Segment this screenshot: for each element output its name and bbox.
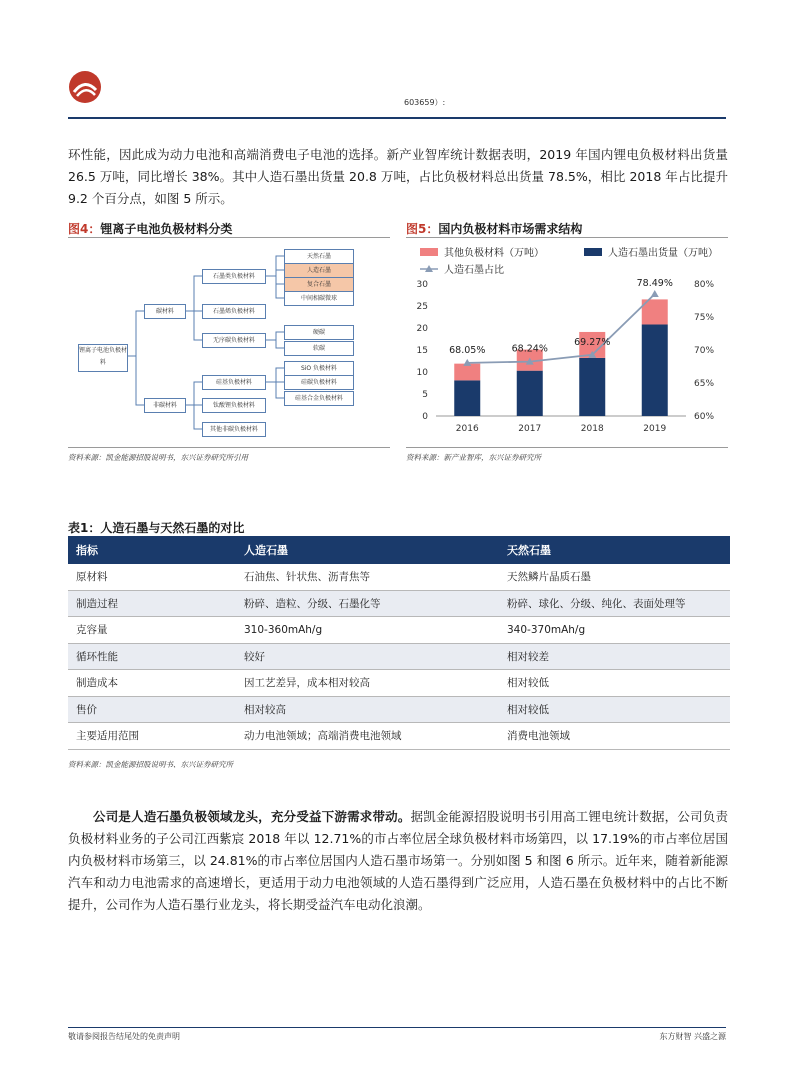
y2-tick-label: 70% bbox=[694, 346, 715, 356]
stock-code: 603659）: bbox=[404, 98, 446, 107]
chart-legend bbox=[420, 246, 718, 276]
table-header-cell: 人造石墨 bbox=[236, 536, 499, 564]
tree-amorphous: 无序碳负极材料 bbox=[202, 333, 266, 348]
table-cell: 循环性能 bbox=[68, 643, 236, 670]
table-cell: 因工艺差异，成本相对较高 bbox=[236, 670, 499, 697]
figure5-bottom-rule bbox=[406, 447, 728, 448]
tree-carbon: 碳材料 bbox=[144, 304, 186, 319]
share-line bbox=[467, 294, 655, 363]
tree-si-c: 硅碳负极材料 bbox=[284, 375, 354, 390]
tree-composite: 复合石墨 bbox=[284, 277, 354, 292]
share-data-label: 78.49% bbox=[636, 277, 673, 289]
table-cell: 原材料 bbox=[68, 564, 236, 590]
table-cell: 340-370mAh/g bbox=[499, 617, 730, 644]
table-cell: 制造过程 bbox=[68, 590, 236, 617]
table-cell: 相对较低 bbox=[499, 696, 730, 723]
table-cell: 消费电池领域 bbox=[499, 723, 730, 750]
legend-label-other: 其他负极材料（万吨） bbox=[444, 248, 544, 259]
x-tick-label: 2019 bbox=[643, 424, 667, 434]
y-tick-label: 10 bbox=[416, 368, 428, 378]
closing-paragraph bbox=[68, 806, 728, 916]
tree-sio: SiO 负极材料 bbox=[284, 361, 354, 376]
y2-tick-label: 75% bbox=[694, 313, 715, 323]
legend-swatch-artificial bbox=[584, 248, 602, 256]
table-row bbox=[68, 670, 730, 697]
table-cell: 粉碎、造粒、分级、石墨化等 bbox=[236, 590, 499, 617]
figure5-source: 资料来源：新产业智库，东兴证券研究所 bbox=[406, 453, 541, 462]
tree-lto: 钛酸锂负极材料 bbox=[202, 398, 266, 413]
table-header-row bbox=[68, 536, 730, 564]
figure5-rule bbox=[406, 237, 728, 238]
tree-other-non-carbon: 其他非碳负极材料 bbox=[202, 422, 266, 437]
table-cell: 相对较差 bbox=[499, 643, 730, 670]
closing-bold-lead: 公司是人造石墨负极领域龙头，充分受益下游需求带动。 bbox=[93, 809, 411, 824]
table1-title: 表1：人造石墨与天然石墨的对比 bbox=[68, 521, 245, 535]
table-cell: 相对较低 bbox=[499, 670, 730, 697]
tree-silicon: 硅基负极材料 bbox=[202, 375, 266, 390]
figure4-title bbox=[68, 220, 232, 237]
table-cell: 售价 bbox=[68, 696, 236, 723]
y-tick-label: 25 bbox=[416, 302, 428, 312]
table-cell: 动力电池领域；高端消费电池领域 bbox=[236, 723, 499, 750]
header-divider bbox=[68, 117, 726, 119]
table-cell: 较好 bbox=[236, 643, 499, 670]
share-data-label: 68.24% bbox=[511, 343, 548, 355]
table1-source: 资料来源：凯金能源招股说明书、东兴证券研究所 bbox=[68, 760, 233, 769]
tree-graphene: 石墨烯负极材料 bbox=[202, 304, 266, 319]
footer-divider bbox=[68, 1027, 726, 1028]
y-tick-label: 20 bbox=[416, 324, 428, 334]
table-cell: 克容量 bbox=[68, 617, 236, 644]
legend-swatch-other bbox=[420, 248, 438, 256]
table-row bbox=[68, 590, 730, 617]
table-row bbox=[68, 723, 730, 750]
tree-si-alloy: 硅基合金负极材料 bbox=[284, 391, 354, 406]
figure4-rule bbox=[68, 237, 390, 238]
bar-other bbox=[454, 364, 480, 381]
table-cell: 主要适用范围 bbox=[68, 723, 236, 750]
x-tick-label: 2018 bbox=[580, 424, 604, 434]
figure5-title-text: 国内负极材料市场需求结构 bbox=[438, 222, 583, 236]
figure5-title bbox=[406, 220, 582, 237]
tree-soft-carbon: 软碳 bbox=[284, 341, 354, 356]
table-row bbox=[68, 643, 730, 670]
figure4-title-text: 锂离子电池负极材料分类 bbox=[100, 222, 233, 236]
bar-artificial bbox=[454, 380, 480, 416]
share-data-label: 69.27% bbox=[574, 336, 611, 348]
closing-text: 据凯金能源招股说明书引用高工锂电统计数据，公司负责负极材料业务的子公司江西紫宸 2018 年以 12.71%的市占率位居全球负极材料市场第四，以 17.19%的市占率位居国内负极材料市场第三，以 24.81%的市占率位居国内人造石墨市场第一。分别如图 5 和图 6 所示。近年来，随着新能源汽车和动力电池需求的高速增长，更适用于动力电池领域的人造石墨得到广泛应用，人造石墨在负极材料中的占比不断提升，公司作为人造石墨行业龙头，将长期受益汽车电动化浪潮。 bbox=[68, 809, 728, 912]
bar-artificial bbox=[579, 358, 605, 416]
table-header-cell: 指标 bbox=[68, 536, 236, 564]
legend-label-share: 人造石墨占比 bbox=[444, 265, 504, 276]
x-tick-label: 2017 bbox=[518, 424, 542, 434]
table-cell: 310-360mAh/g bbox=[236, 617, 499, 644]
footer-disclaimer: 敬请参阅报告结尾处的免责声明 bbox=[68, 1032, 180, 1041]
table-row bbox=[68, 564, 730, 590]
y-tick-label: 30 bbox=[416, 280, 428, 290]
company-logo-icon bbox=[68, 70, 102, 104]
x-tick-label: 2016 bbox=[455, 424, 479, 434]
legend-label-artificial: 人造石墨出货量（万吨） bbox=[608, 248, 718, 259]
share-marker bbox=[651, 290, 659, 297]
figure5-chart bbox=[406, 240, 728, 445]
y2-tick-label: 80% bbox=[694, 280, 715, 290]
bar-artificial bbox=[642, 324, 668, 416]
table-cell: 相对较高 bbox=[236, 696, 499, 723]
figure4-bottom-rule bbox=[68, 447, 390, 448]
table-cell: 天然鳞片晶质石墨 bbox=[499, 564, 730, 590]
table-cell: 粉碎、球化、分级、纯化、表面处理等 bbox=[499, 590, 730, 617]
y2-tick-label: 60% bbox=[694, 412, 715, 422]
tree-hard-carbon: 硬碳 bbox=[284, 325, 354, 340]
y-tick-label: 5 bbox=[422, 390, 428, 400]
table-row bbox=[68, 617, 730, 644]
intro-paragraph: 环性能，因此成为动力电池和高端消费电子电池的选择。新产业智库统计数据表明，2019 年国内锂电负极材料出货量 26.5 万吨，同比增长 38%。其中人造石墨出货量 20.8 万吨，占比负极材料总出货量 78.5%，相比 2018 年占比提升 9.2 个百分点，如图 5 所示。 bbox=[68, 147, 728, 206]
table-cell: 制造成本 bbox=[68, 670, 236, 697]
tree-root: 锂离子电池负极材料 bbox=[78, 344, 128, 372]
footer-slogan: 东方财智 兴盛之源 bbox=[659, 1032, 726, 1041]
table-row bbox=[68, 696, 730, 723]
tree-artificial: 人造石墨 bbox=[284, 263, 354, 278]
tree-natural: 天然石墨 bbox=[284, 249, 354, 264]
tree-graphite-class: 石墨类负极材料 bbox=[202, 269, 266, 284]
comparison-table bbox=[68, 536, 730, 750]
figure4-source: 资料来源：凯金能源招股说明书，东兴证券研究所引用 bbox=[68, 453, 248, 462]
y2-tick-label: 65% bbox=[694, 379, 715, 389]
y-tick-label: 15 bbox=[416, 346, 428, 356]
bar-artificial bbox=[517, 371, 543, 416]
share-data-label: 68.05% bbox=[449, 344, 486, 356]
tree-mcmb: 中间相碳微球 bbox=[284, 291, 354, 306]
tree-non-carbon: 非碳材料 bbox=[144, 398, 186, 413]
figure4-number: 图4： bbox=[68, 222, 101, 236]
figure4-tree bbox=[68, 240, 390, 445]
table-cell: 石油焦、针状焦、沥青焦等 bbox=[236, 564, 499, 590]
table-header-cell: 天然石墨 bbox=[499, 536, 730, 564]
figure5-number: 图5： bbox=[406, 222, 439, 236]
y-tick-label: 0 bbox=[422, 412, 428, 422]
